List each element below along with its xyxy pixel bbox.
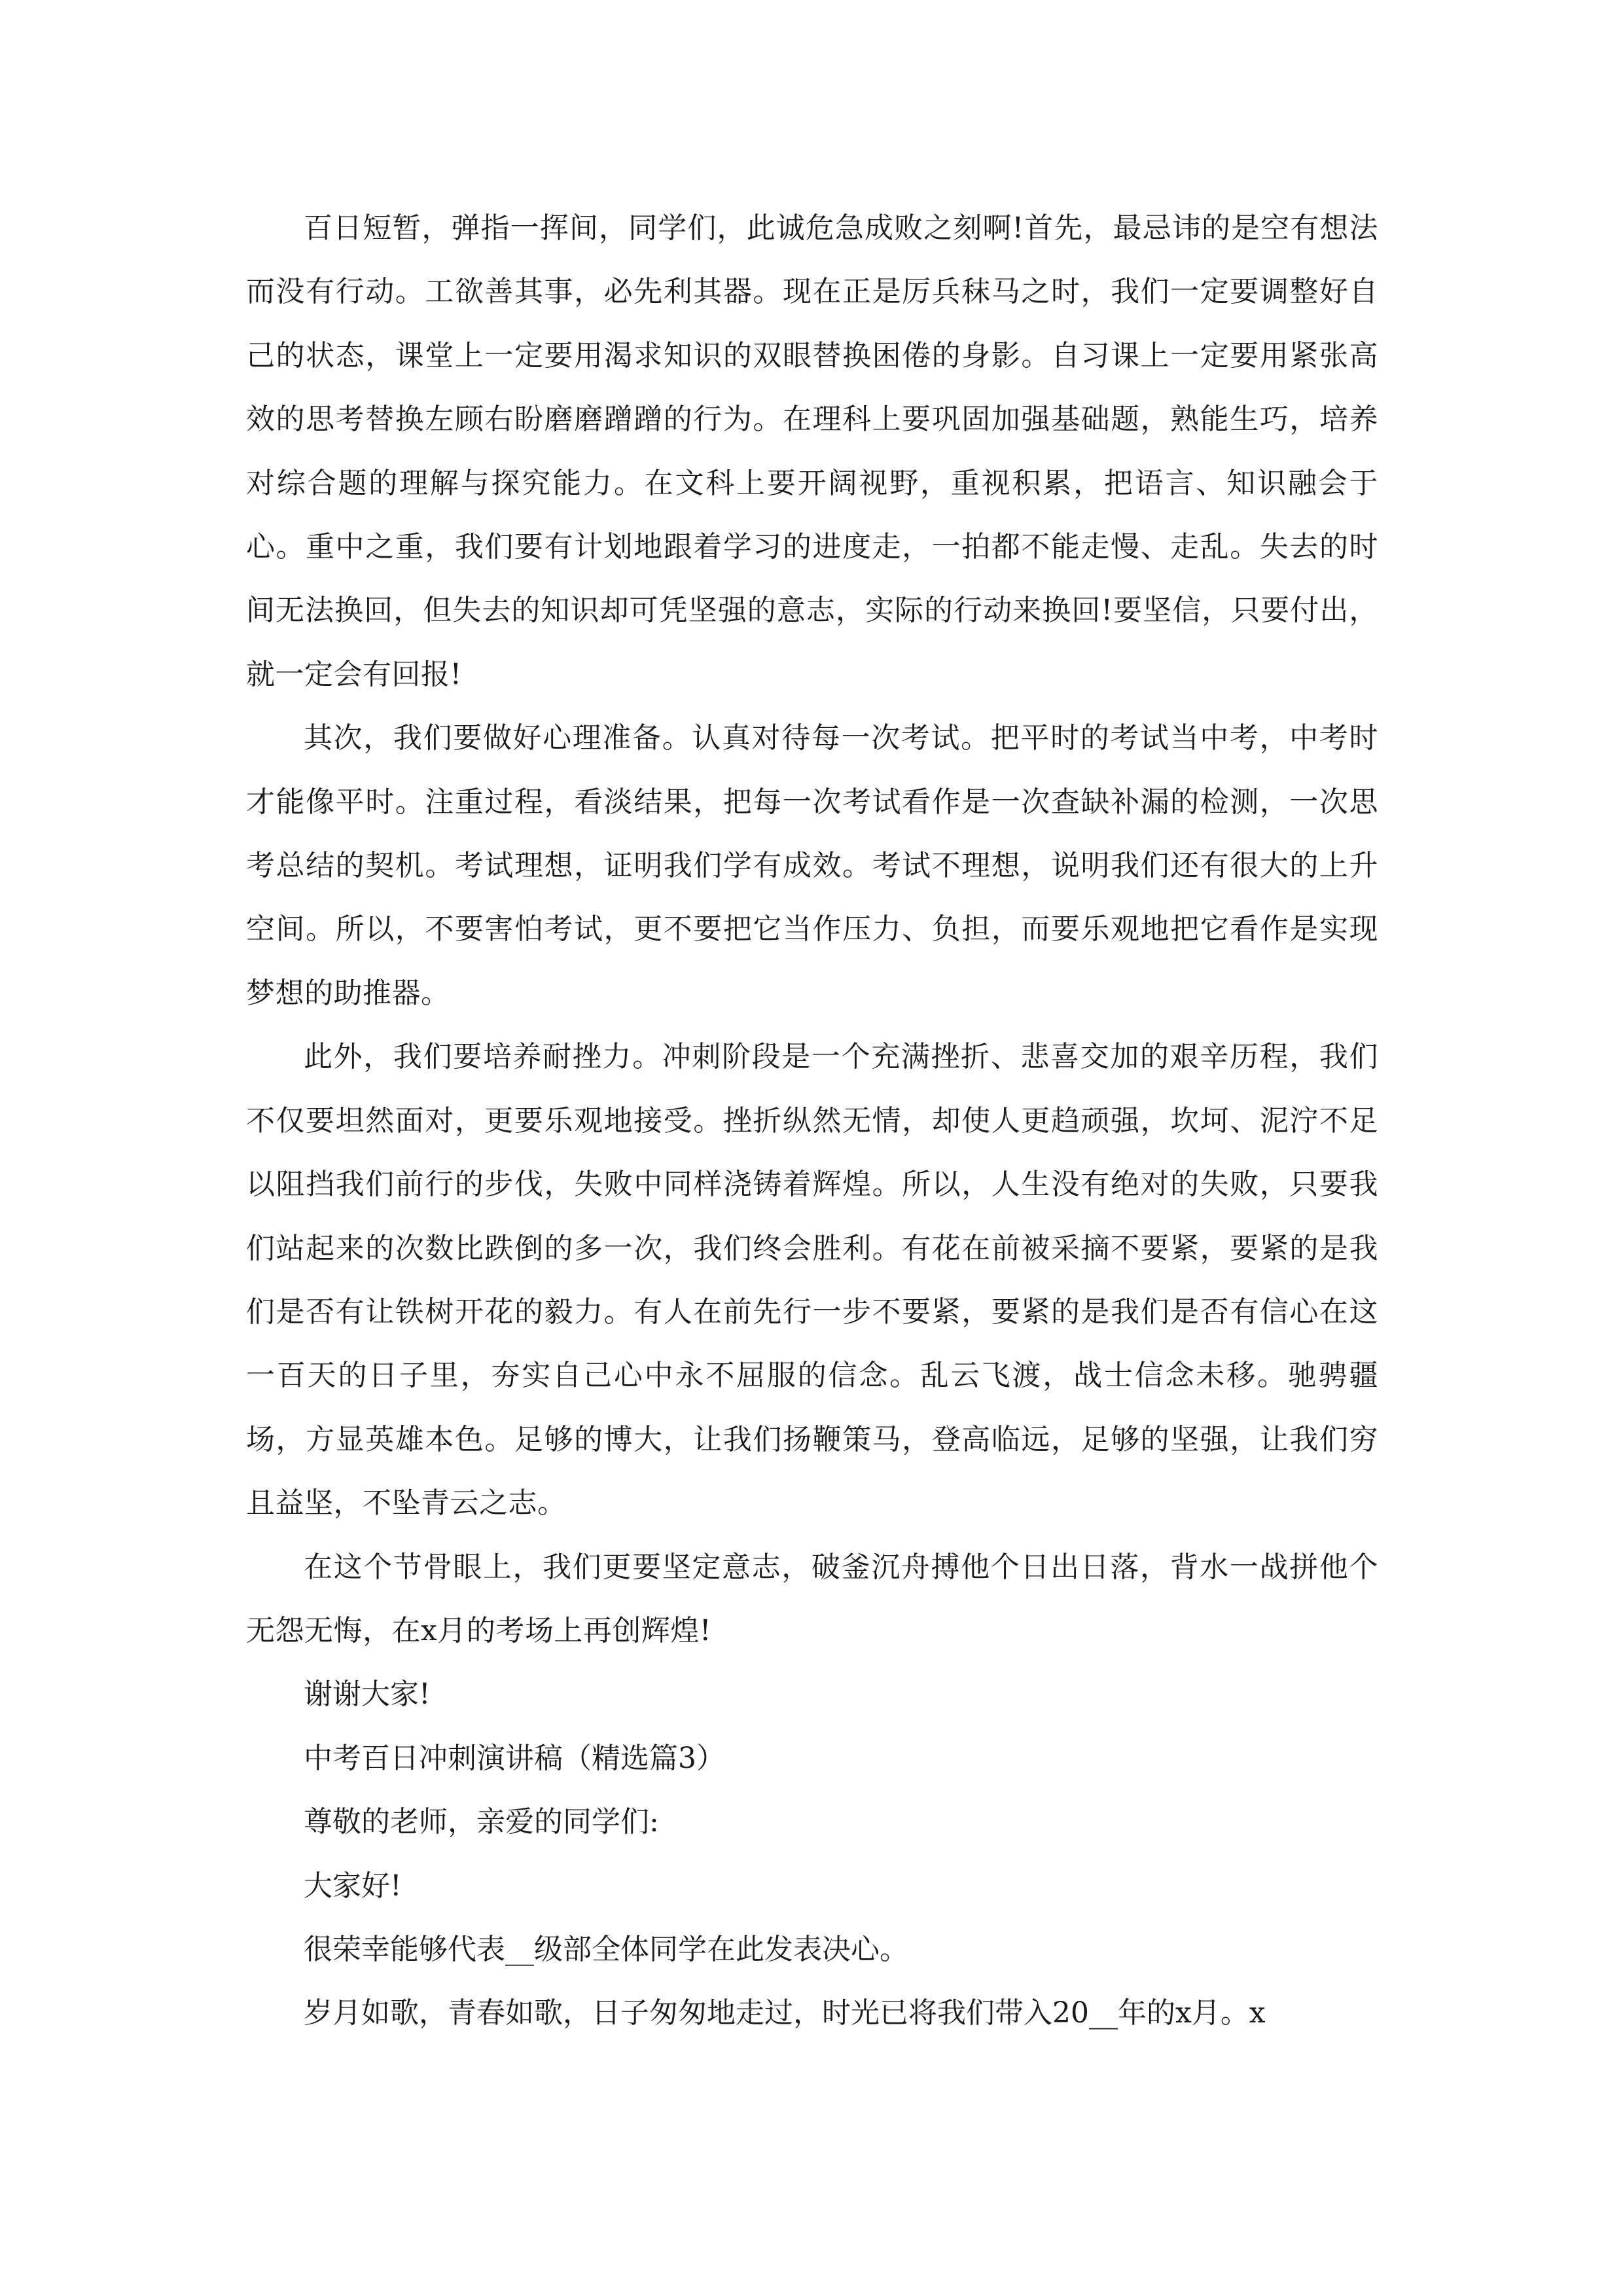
greeting: 大家好! <box>304 1869 402 1903</box>
paragraph-determination: 在这个节骨眼上，我们更要坚定意志，破釜沉舟搏他个日出日落，背水一战拼他个无怨无悔，在x月的考场上再创辉煌! <box>246 1550 1378 1647</box>
section-title: 中考百日冲刺演讲稿（精选篇3） <box>304 1741 725 1775</box>
salutation: 尊敬的老师，亲爱的同学们: <box>304 1805 659 1839</box>
paragraph-resilience: 此外，我们要培养耐挫力。冲刺阶段是一个充满挫折、悲喜交加的艰辛历程，我们不仅要坦然面对，更要乐观地接受。挫折纵然无情，却使人更趋顽强，坎坷、泥泞不足以阻挡我们前行的步伐，失败中同样浇铸着辉煌。所以，人生没有绝对的失败，只要我们站起来的次数比跌倒的多一次，我们终会胜利。有花在前被采摘不要紧，要紧的是我们是否有让铁树开花的毅力。有人在前先行一步不要紧，要紧的是我们是否有信心在这一百天的日子里，夯实自己心中永不屈服的信念。乱云飞渡，战士信念未移。驰骋疆场，方显英雄本色。足够的博大，让我们扬鞭策马，登高临远，足够的坚强，让我们穷且益坚，不坠青云之志。 <box>246 1040 1378 1520</box>
closing-line: 岁月如歌，青春如歌，日子匆匆地走过，时光已将我们带入20__年的x月。x <box>304 1996 1266 2030</box>
honor-line: 很荣幸能够代表__级部全体同学在此发表决心。 <box>304 1932 908 1966</box>
document-body <box>246 196 1378 2045</box>
thanks-line: 谢谢大家! <box>304 1677 431 1712</box>
paragraph-mental-preparation: 其次，我们要做好心理准备。认真对待每一次考试。把平时的考试当中考，中考时才能像平时。注重过程，看淡结果，把每一次考试看作是一次查缺补漏的检测，一次思考总结的契机。考试理想，证明我们学有成效。考试不理想，说明我们还有很大的上升空间。所以，不要害怕考试，更不要把它当作压力、负担，而要乐观地把它看作是实现梦想的助推器。 <box>246 721 1378 1010</box>
paragraph-study-action: 百日短暂，弹指一挥间，同学们，此诚危急成败之刻啊!首先，最忌讳的是空有想法而没有行动。工欲善其事，必先利其器。现在正是厉兵秣马之时，我们一定要调整好自己的状态，课堂上一定要用渴求知识的双眼替换困倦的身影。自习课上一定要用紧张高效的思考替换左顾右盼磨磨蹭蹭的行为。在理科上要巩固加强基础题，熟能生巧，培养对综合题的理解与探究能力。在文科上要开阔视野，重视积累，把语言、知识融会于心。重中之重，我们要有计划地跟着学习的进度走，一拍都不能走慢、走乱。失去的时间无法换回，但失去的知识却可凭坚强的意志，实际的行动来换回!要坚信，只要付出，就一定会有回报! <box>246 211 1378 691</box>
